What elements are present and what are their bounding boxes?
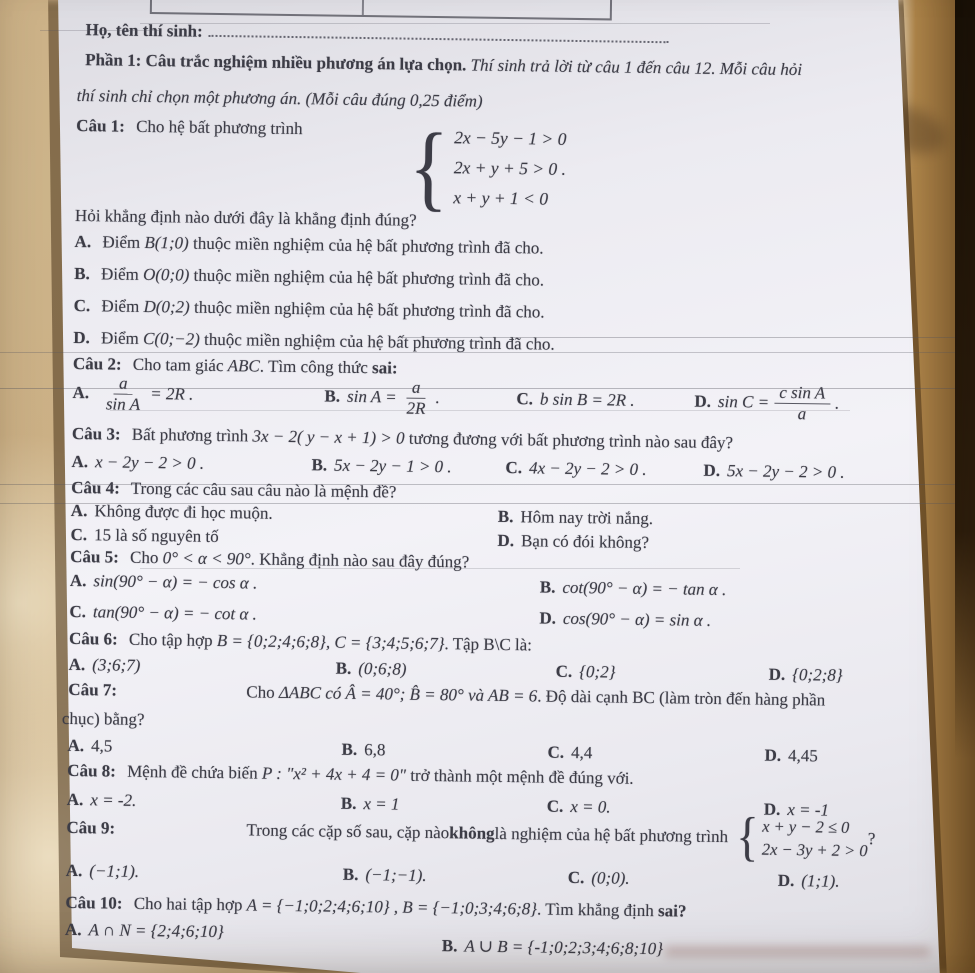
option-text: x = 0.	[570, 796, 611, 817]
q4-option-b	[498, 507, 654, 529]
q5-pre: Cho	[129, 547, 163, 568]
scan-line	[40, 30, 160, 31]
q7-pre: Cho	[246, 682, 280, 702]
q9-option-a	[66, 861, 140, 882]
q9-option-c	[568, 868, 630, 889]
option-key: B.	[335, 658, 352, 678]
option-key: B.	[324, 386, 341, 406]
option-key: C.	[555, 661, 573, 681]
option-post: thuộc miền nghiệm của hệ bất phương trình đã cho.	[192, 233, 544, 258]
option-key: B.	[441, 936, 458, 956]
q2-triangle: ABC	[227, 356, 260, 376]
option-text: 4,4	[570, 742, 593, 763]
option-text: sin(90° − α) = − cos α .	[93, 571, 258, 593]
option-key: B.	[311, 455, 328, 475]
q1-inequality-2: 2x + y + 5 > 0 .	[453, 156, 567, 179]
option-key: D.	[73, 327, 90, 348]
option-key: B.	[497, 506, 514, 527]
denominator: 2R	[406, 398, 426, 418]
option-text: (1;1).	[801, 871, 840, 891]
option-key: A.	[68, 654, 86, 675]
candidate-line	[85, 20, 668, 48]
q9-pre2: là nghiệm của hệ bất phương trình	[494, 823, 729, 847]
option-key: A.	[64, 919, 82, 940]
q9-inequality-1: x + y − 2 ≤ 0	[762, 816, 850, 837]
option-text: A ∩ N = {2;4;6;10}	[88, 920, 224, 942]
option-text: 4,5	[90, 736, 113, 756]
option-text: (3;6;7)	[92, 655, 141, 675]
q1-question: Hỏi khẳng định nào dưới đây là khẳng định đúng?	[74, 205, 417, 230]
option-pre: Điểm	[100, 264, 139, 284]
option-text: Bạn có đói không?	[520, 531, 650, 553]
q8-pre: Mệnh đề chứa biến	[127, 761, 263, 783]
candidate-name-line	[209, 24, 669, 43]
option-text: 5x − 2y − 1 > 0 .	[333, 455, 452, 477]
q3-inequality: 3x − 2( y − x + 1) > 0	[252, 426, 405, 448]
q8-post: trở thành một mệnh đề đúng với.	[405, 765, 634, 788]
option-key: B.	[340, 793, 357, 813]
q9-inequality-2: 2x − 3y + 2 > 0	[761, 839, 868, 860]
q2-option-a	[72, 364, 194, 424]
option-point: B(1;0)	[144, 232, 189, 253]
q4-label: Câu 4:	[71, 477, 120, 498]
option-key: D.	[539, 608, 557, 628]
denominator: a	[797, 403, 807, 423]
option-pre: Điểm	[100, 328, 139, 348]
option-key: D.	[768, 664, 786, 684]
option-key: C.	[70, 524, 88, 545]
option-text: x = -2.	[90, 790, 137, 810]
option-key: A.	[74, 231, 92, 252]
option-text: x = -1	[787, 799, 830, 820]
option-pre: Điểm	[102, 232, 141, 252]
q6-sets: B = {0;2;4;6;8}, C = {3;4;5;6;7}	[216, 631, 445, 654]
numerator: a	[407, 378, 426, 399]
option-key: C.	[505, 458, 523, 478]
option-key: C.	[73, 295, 91, 316]
option-key: D.	[497, 530, 515, 551]
q7-statement-line2: chục) bằng?	[61, 708, 145, 729]
option-post: thuộc miền nghiệm của hệ bất phương trình đã cho.	[204, 329, 555, 354]
q6-option-d	[769, 665, 843, 686]
option-key: A.	[69, 570, 87, 591]
q5-option-a	[70, 571, 258, 594]
scan-line	[0, 352, 975, 353]
option-point: D(0;2)	[143, 296, 190, 317]
q8-predicate: P : "x² + 4x + 4 = 0"	[261, 763, 407, 785]
q7-label: Câu 7:	[68, 679, 118, 700]
q7-post: . Độ dài cạnh BC (làm tròn đến hàng phần	[537, 686, 826, 710]
option-pre: Điểm	[101, 296, 140, 316]
numerator: c sin A	[774, 383, 830, 404]
option-key: A.	[72, 382, 90, 403]
header-box	[150, 0, 613, 20]
q4-text: Trong các câu sau câu nào là mệnh đề?	[130, 478, 397, 502]
scan-line	[0, 388, 975, 389]
option-key: D.	[694, 391, 712, 411]
q1-inequality-1: 2x − 5y − 1 > 0	[454, 126, 567, 149]
q9-khong: không	[449, 823, 495, 843]
q1-option-b	[74, 264, 544, 291]
equation-head: sin C =	[717, 391, 770, 412]
q9-statement	[246, 799, 876, 867]
equation-tail: .	[435, 388, 440, 408]
q7-option-d	[764, 746, 818, 767]
q1-system-rows	[453, 127, 566, 210]
part1-instructions-1: Thí sinh trả lời từ câu 1 đến câu 12. Mỗi câu hỏi	[470, 55, 803, 80]
q6-option-c	[556, 662, 616, 683]
q6-pre: Cho tập hợp	[128, 629, 217, 650]
option-text: (0;6;8)	[358, 658, 407, 679]
q5-range: 0° < α < 90°	[162, 548, 251, 569]
option-text: x − 2y − 2 > 0 .	[94, 452, 205, 473]
option-text: 6,8	[364, 740, 386, 760]
q3-label: Câu 3:	[71, 423, 121, 444]
q4-option-d	[497, 531, 649, 553]
option-key: C.	[546, 796, 564, 816]
option-text: {0;2}	[579, 662, 616, 682]
q1-intro-text: Cho hệ bất phương trình	[136, 116, 303, 139]
option-point: C(0;−2)	[142, 328, 201, 349]
q6-post: . Tập B\C là:	[444, 634, 533, 655]
q5-option-d	[539, 609, 711, 631]
option-text: Không được đi học muộn.	[94, 501, 273, 523]
numerator: a	[114, 373, 133, 394]
option-key: A.	[65, 860, 83, 881]
option-text: cos(90° − α) = sin α .	[562, 608, 712, 630]
q3-option-a	[71, 452, 204, 474]
q7-option-b	[341, 740, 385, 761]
option-text: tan(90° − α) = − cot α .	[92, 602, 257, 624]
option-key: A.	[66, 789, 84, 810]
q10-sets: A = {−1;0;2;4;6;10} , B = {−1;0;3;4;6;8}	[246, 895, 538, 919]
q1-label: Câu 1:	[76, 115, 126, 136]
option-key: C.	[69, 601, 87, 622]
fraction	[101, 373, 146, 414]
option-point: O(0;0)	[142, 264, 190, 285]
q10-option-b	[442, 936, 663, 959]
q2-label: Câu 2:	[72, 353, 122, 374]
q9-pre1: Trong các cặp số sau, cặp nào	[246, 820, 450, 843]
q6-option-b	[336, 659, 407, 680]
header-box-divider	[362, 0, 365, 15]
option-key: B.	[341, 739, 358, 759]
option-text: x = 1	[363, 794, 400, 814]
fraction	[401, 378, 430, 418]
part1-title: Phần 1: Câu trắc nghiệm nhiều phương án lựa chọn.	[85, 50, 467, 75]
q10-option-a	[65, 920, 224, 942]
option-text: 5x − 2y − 2 > 0 .	[726, 461, 845, 482]
q9-option-d	[778, 871, 840, 892]
q10-sai: sai?	[657, 901, 687, 921]
q2-option-c	[516, 370, 635, 430]
option-post: thuộc miền nghiệm của hệ bất phương trình đã cho.	[193, 297, 545, 322]
q4-statement	[71, 478, 396, 503]
option-text: (0;0).	[591, 868, 630, 888]
option-post: thuộc miền nghiệm của hệ bất phương trình đã cho.	[193, 265, 545, 290]
option-key: C.	[547, 742, 565, 762]
equation-tail: .	[834, 393, 840, 413]
q2-option-b	[324, 367, 440, 427]
scan-line	[110, 410, 850, 411]
option-key: D.	[764, 745, 782, 765]
q2-options-row	[0, 363, 970, 435]
q7-option-a	[67, 736, 112, 757]
q3-post: tương đương với bất phương trình nào sau đây?	[404, 428, 734, 453]
option-key: A.	[70, 500, 88, 521]
candidate-label: Họ, tên thí sinh:	[85, 20, 203, 41]
q1-system-row	[0, 112, 973, 221]
option-text: 4x − 2y − 2 > 0 .	[528, 458, 647, 479]
q9-question-mark: ?	[867, 829, 876, 849]
left-brace-glyph: {	[408, 112, 450, 220]
q2-sai: sai:	[371, 358, 398, 378]
option-key: B.	[539, 577, 556, 597]
scan-line	[140, 23, 770, 24]
option-key: D.	[703, 460, 721, 481]
equation: b sin B = 2R .	[539, 389, 635, 410]
option-text: (−1;−1).	[365, 865, 427, 885]
option-text: cot(90° − α) = − tan α .	[562, 577, 727, 600]
q10-statement	[65, 893, 686, 922]
q5-option-c	[69, 602, 257, 625]
q1-inequality-3: x + y + 1 < 0	[453, 186, 549, 209]
dark-right-edge	[955, 0, 975, 759]
option-text: A ∪ B = {-1;0;2;3;4;6;8;10}	[464, 936, 664, 959]
equation-tail: = 2R .	[150, 384, 194, 404]
q5-label: Câu 5:	[70, 546, 120, 567]
scan-line	[400, 337, 975, 338]
bottom-smudge	[665, 947, 930, 956]
q6-option-a	[69, 655, 141, 676]
left-brace-glyph: {	[735, 806, 759, 867]
option-key: C.	[567, 867, 585, 888]
option-key: D.	[763, 799, 781, 819]
option-key: A.	[67, 735, 85, 756]
option-text: (−1;1).	[89, 861, 140, 881]
q10-label: Câu 10:	[65, 892, 123, 913]
option-key: B.	[74, 263, 90, 284]
option-key: A.	[71, 451, 89, 472]
q1-system	[405, 112, 567, 220]
q2-pre: Cho tam giác	[132, 354, 228, 376]
option-text: 15 là số nguyên tố	[93, 525, 219, 547]
q7-option-c	[547, 743, 592, 764]
equation-head: sin A =	[346, 386, 397, 407]
q5-option-b	[540, 578, 727, 601]
q7-triangle-data: ΔABC có Â = 40°; B̂ = 80° và AB = 6	[278, 682, 538, 706]
q2-post: . Tìm công thức	[259, 356, 373, 378]
scan-line	[0, 503, 975, 504]
option-key: B.	[342, 864, 359, 884]
scan-line	[0, 484, 975, 485]
q9-option-b	[343, 865, 427, 886]
q4-option-a	[71, 501, 273, 524]
part1-instructions-2: thí sinh chỉ chọn một phương án. (Mỗi câu đúng 0,25 điểm)	[76, 85, 483, 111]
q3-option-c	[505, 458, 646, 480]
q3-option-d	[703, 461, 844, 483]
option-text: Hôm nay trời nắng.	[520, 507, 654, 529]
q2-option-d	[694, 373, 840, 433]
denominator: sin A	[105, 393, 141, 414]
q9-label: Câu 9:	[66, 817, 116, 838]
q3-option-b	[311, 455, 451, 477]
q4-option-c	[70, 525, 218, 547]
scan-line	[140, 568, 740, 569]
option-text: {0;2;8}	[792, 665, 843, 685]
q8-label: Câu 8:	[67, 760, 117, 781]
q1-option-d	[73, 328, 555, 355]
q10-post: . Tìm khẳng định	[536, 899, 659, 921]
q1-option-c	[74, 296, 545, 323]
q6-label: Câu 6:	[68, 628, 118, 649]
option-text: 4,45	[787, 745, 818, 766]
q5-post: . Khẳng định nào sau đây đúng?	[250, 549, 470, 572]
option-key: D.	[777, 870, 795, 891]
q9-system-rows	[762, 816, 868, 860]
option-key: C.	[516, 389, 534, 409]
q3-pre: Bất phương trình	[131, 424, 253, 446]
q10-pre: Cho hai tập hợp	[133, 893, 247, 915]
